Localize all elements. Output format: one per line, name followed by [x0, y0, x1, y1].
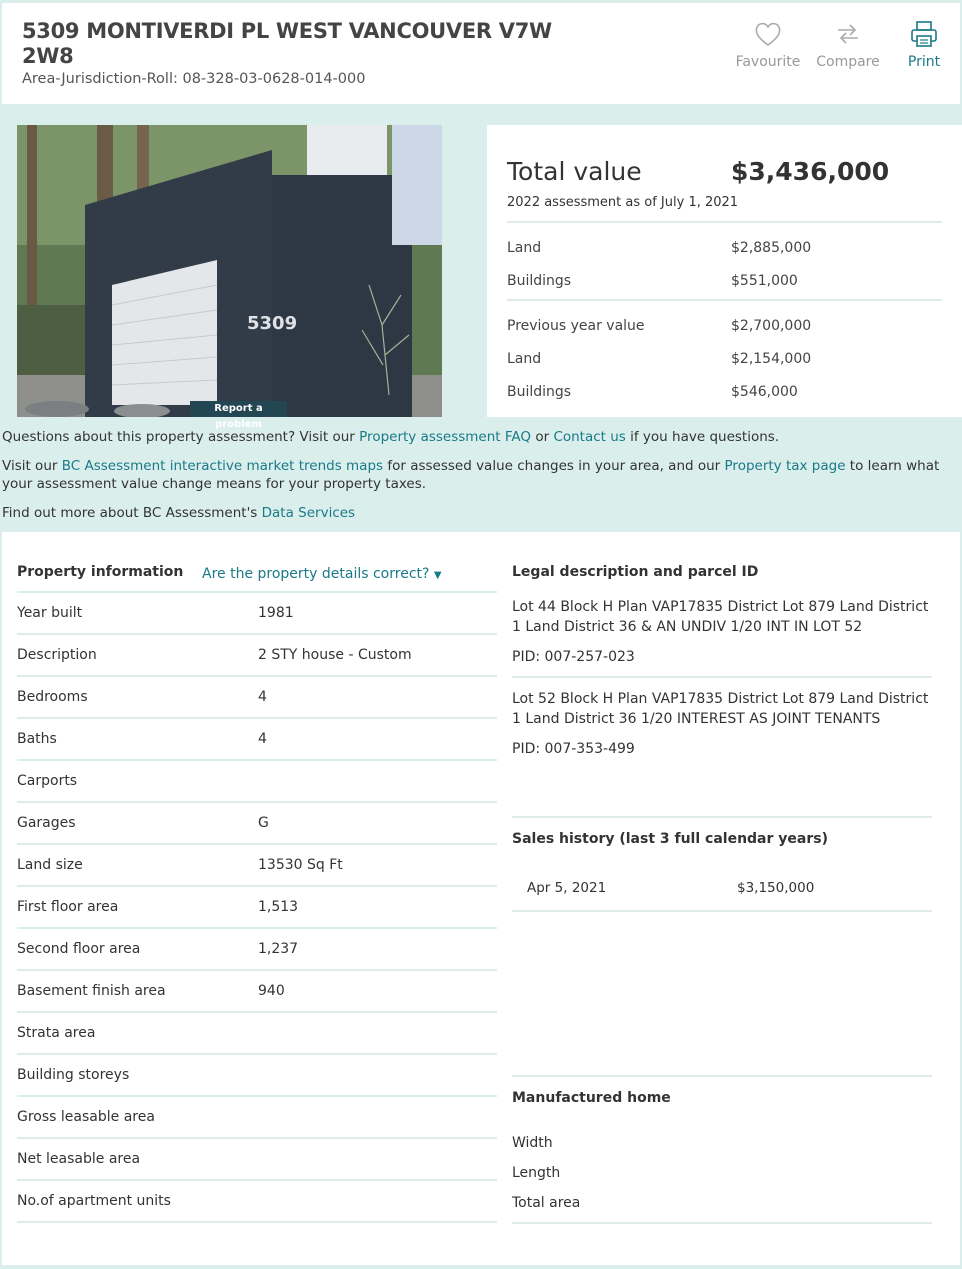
- buildings-value: $551,000: [731, 273, 798, 289]
- property-info-label: Year built: [17, 605, 83, 621]
- market-trends-link[interactable]: BC Assessment interactive market trends maps: [61, 458, 384, 474]
- property-info-value: G: [258, 815, 269, 831]
- property-info-label: Land size: [17, 857, 83, 873]
- parcel-pid: PID: 007-257-023: [512, 649, 635, 665]
- sale-price: $3,150,000: [737, 880, 815, 896]
- property-info-title: Property information: [17, 564, 184, 580]
- previous-year-value: $2,700,000: [731, 318, 812, 334]
- property-details-correct-link[interactable]: [202, 566, 442, 582]
- previous-buildings-value: $546,000: [731, 384, 798, 400]
- property-info-label: Second floor area: [17, 941, 141, 957]
- property-info-row: [17, 929, 497, 971]
- property-info-row: [17, 593, 497, 635]
- property-info-label: Baths: [17, 731, 57, 747]
- roll-number: Area-Jurisdiction-Roll: 08-328-03-0628-014-000: [22, 71, 366, 87]
- property-info-row: [17, 971, 497, 1013]
- property-info-row: [17, 803, 497, 845]
- property-info-label: Building storeys: [17, 1067, 130, 1083]
- previous-year-label: Previous year value: [507, 318, 645, 334]
- property-info-label: Bedrooms: [17, 689, 88, 705]
- property-tax-link[interactable]: Property tax page: [724, 458, 846, 474]
- property-info-label: No.of apartment units: [17, 1193, 171, 1209]
- property-info-label: Basement finish area: [17, 983, 166, 999]
- property-info-row: [17, 719, 497, 761]
- compare-label: Compare: [816, 54, 880, 70]
- printer-icon: [909, 19, 939, 49]
- property-info-label: Garages: [17, 815, 76, 831]
- divider: [512, 816, 932, 818]
- previous-land-value: $2,154,000: [731, 351, 812, 367]
- faq-info-text: [2, 428, 952, 446]
- manufactured-home-title: Manufactured home: [512, 1090, 671, 1106]
- previous-land-label: Land: [507, 351, 542, 367]
- divider: [512, 1075, 932, 1077]
- property-info-row: [17, 1181, 497, 1223]
- valuation-panel: [487, 125, 962, 417]
- correct-link-label: Are the property details correct?: [202, 566, 430, 582]
- legal-description-title: Legal description and parcel ID: [512, 564, 759, 580]
- divider: [512, 1222, 932, 1224]
- house-illustration: [17, 125, 442, 417]
- info-text: if you have questions.: [625, 429, 780, 445]
- faq-link[interactable]: Property assessment FAQ: [359, 429, 532, 445]
- favourite-label: Favourite: [735, 54, 801, 70]
- print-label: Print: [907, 54, 941, 70]
- total-area-label: Total area: [512, 1195, 581, 1211]
- length-label: Length: [512, 1165, 561, 1181]
- parcel-description: Lot 52 Block H Plan VAP17835 District Lot 879 Land District 1 Land District 36 1/20 INTEREST AS JOINT TENANTS: [512, 691, 929, 727]
- property-info-row: [17, 887, 497, 929]
- parcel-pid: PID: 007-353-499: [512, 741, 635, 757]
- info-text: for assessed value changes in your area, and our: [383, 458, 725, 474]
- property-info-row: [17, 677, 497, 719]
- heart-icon: [753, 19, 783, 49]
- property-info-value: 1981: [258, 605, 294, 621]
- property-header: [2, 3, 960, 104]
- caret-down-icon: ▼: [433, 570, 442, 581]
- property-info-label: Gross leasable area: [17, 1109, 155, 1125]
- data-services-info-text: [2, 504, 952, 522]
- property-info-value: 1,237: [258, 941, 299, 957]
- property-info-label: Net leasable area: [17, 1151, 141, 1167]
- buildings-label: Buildings: [507, 273, 572, 289]
- divider: [507, 221, 942, 223]
- property-address: 5309 MONTIVERDI PL WEST VANCOUVER V7W 2W8: [22, 19, 552, 68]
- property-info-row: [17, 1097, 497, 1139]
- property-info-value: 1,513: [258, 899, 299, 915]
- divider: [507, 299, 942, 301]
- info-text: or: [531, 429, 554, 445]
- total-value-label: Total value: [507, 157, 642, 186]
- land-label: Land: [507, 240, 542, 256]
- width-label: Width: [512, 1135, 553, 1151]
- data-services-link[interactable]: Data Services: [261, 505, 356, 521]
- property-info-label: Carports: [17, 773, 78, 789]
- compare-button[interactable]: [812, 19, 884, 70]
- property-info-row: [17, 635, 497, 677]
- property-info-value: 940: [258, 983, 285, 999]
- property-info-value: 4: [258, 689, 267, 705]
- compare-icon: [833, 19, 863, 49]
- sale-date: Apr 5, 2021: [527, 880, 607, 896]
- house-number-sign: 5309: [247, 313, 298, 334]
- favourite-button[interactable]: [732, 19, 804, 70]
- assessment-date-note: 2022 assessment as of July 1, 2021: [507, 195, 739, 210]
- sales-history-title: Sales history (last 3 full calendar years): [512, 831, 828, 847]
- info-text: Visit our: [2, 458, 62, 474]
- property-info-row: [17, 1055, 497, 1097]
- contact-link[interactable]: Contact us: [553, 429, 626, 445]
- previous-buildings-label: Buildings: [507, 384, 572, 400]
- property-info-row: [17, 1013, 497, 1055]
- property-info-label: First floor area: [17, 899, 119, 915]
- total-value-amount: $3,436,000: [731, 157, 890, 186]
- property-info-label: Strata area: [17, 1025, 96, 1041]
- divider: [512, 676, 932, 678]
- info-text: to learn what your assessment value change means for your property taxes.: [2, 458, 940, 492]
- property-info-value: 13530 Sq Ft: [258, 857, 343, 873]
- property-info-label: Description: [17, 647, 97, 663]
- divider: [512, 910, 932, 912]
- property-info-row: [17, 761, 497, 803]
- info-text: Find out more about BC Assessment's: [2, 505, 262, 521]
- property-info-row: [17, 845, 497, 887]
- info-text: Questions about this property assessment? Visit our: [2, 429, 360, 445]
- property-photo: [17, 125, 442, 417]
- print-button[interactable]: [894, 19, 954, 70]
- property-details-panel: [2, 532, 960, 1265]
- property-info-value: 2 STY house - Custom: [258, 647, 412, 663]
- parcel-description: Lot 44 Block H Plan VAP17835 District Lot 879 Land District 1 Land District 36 & AN UNDIV 1/20 INT IN LOT 52: [512, 599, 929, 635]
- property-info-value: 4: [258, 731, 267, 747]
- report-problem-button[interactable]: Report a problem: [190, 401, 287, 417]
- property-info-row: [17, 1139, 497, 1181]
- land-value: $2,885,000: [731, 240, 812, 256]
- trends-info-text: [2, 457, 952, 493]
